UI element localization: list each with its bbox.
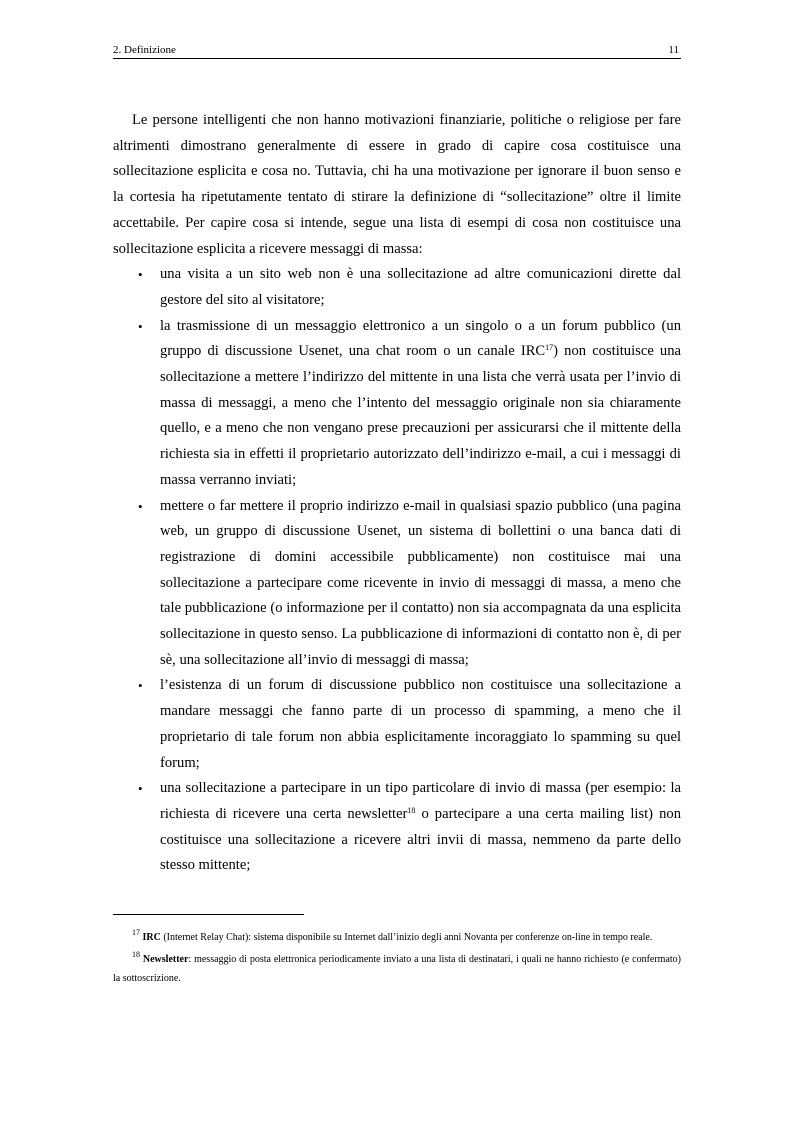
list-item bbox=[113, 776, 681, 879]
footnote-separator bbox=[113, 914, 304, 915]
bullet-icon: • bbox=[138, 498, 143, 514]
footnote-ref-17: 17 bbox=[545, 343, 554, 353]
examples-list bbox=[113, 262, 681, 879]
footnote-term: Newsletter bbox=[142, 954, 189, 965]
page-number: 11 bbox=[668, 44, 679, 56]
bullet-icon: • bbox=[138, 678, 143, 694]
list-item-text: una sollecitazione a partecipare in un tipo particolare di invio di massa (per esempio: la richiesta di ricevere una certa newsletter bbox=[160, 780, 681, 822]
list-item-text: una visita a un sito web non è una sollecitazione ad altre comunicazioni dirette dal gestore del sito al visitatore; bbox=[160, 266, 681, 308]
list-item bbox=[113, 262, 681, 313]
footnote-ref-18: 18 bbox=[407, 805, 416, 815]
bullet-icon: • bbox=[138, 267, 143, 283]
footnote-number: 18 bbox=[132, 950, 140, 959]
footnote-number: 17 bbox=[132, 928, 140, 937]
footnote-text: (Internet Relay Chat): sistema disponibile su Internet dall’inizio degli anni Novanta per conferenze on-line in tempo reale. bbox=[160, 932, 653, 943]
footnote-18 bbox=[113, 950, 681, 988]
list-item bbox=[113, 673, 681, 776]
footnote-text: : messaggio di posta elettronica periodicamente inviato a una lista di destinatari, i quali ne hanno richiesto (e confermato) la sottoscrizione. bbox=[113, 954, 681, 984]
list-item bbox=[113, 494, 681, 674]
bullet-icon: • bbox=[138, 318, 143, 334]
chapter-title: 2. Definizione bbox=[113, 44, 176, 56]
bullet-icon: • bbox=[138, 781, 143, 797]
list-item-text: la trasmissione di un messaggio elettronico a un singolo o a un forum pubblico (un gruppo di discussione Usenet, una chat room o un canale IRC bbox=[160, 317, 681, 360]
footnotes bbox=[113, 928, 681, 991]
running-header bbox=[113, 42, 681, 59]
intro-paragraph: Le persone intelligenti che non hanno motivazioni finanziarie, politiche o religiose per fare altrimenti dimostrano generalmente di essere in grado di capire cosa costituisce una sollecitazione esplicita e cosa no. Tuttavia, chi ha una motivazione per ignorare il buon senso e la cortesia ha ripetutamente tentato di stirare la definizione di “sollecitazione” oltre il limite accettabile. Per capire cosa si intende, segue una lista di esempi di cosa non costituisce una sollecitazione esplicita a ricevere messaggi di massa: bbox=[113, 112, 681, 257]
list-item-text-cont: ) non costituisce una sollecitazione a mettere l’indirizzo del mittente in una lista che verrà usata per l’invio di massa di messaggi, a meno che l’intento del messaggio originale non sia chiaramente quello, e a meno che non vengano prese precauzioni per assicurarsi che il mittente della richiesta sia in effetti il proprietario autorizzato dell’indirizzo e-mail, a cui i messaggi di massa verranno inviati; bbox=[160, 343, 681, 488]
list-item-text: l’esistenza di un forum di discussione pubblico non costituisce una sollecitazione a mandare messaggi che fanno parte di un processo di spamming, a meno che il proprietario di tale forum non abbia esplicitamente incoraggiato lo spamming su quel forum; bbox=[160, 677, 681, 771]
list-item-text-cont: o partecipare a una certa mailing list) non costituisce una sollecitazione a ricevere altri invii di massa, nemmeno da parte dello stesso mittente; bbox=[160, 805, 681, 874]
main-text bbox=[113, 108, 681, 879]
list-item bbox=[113, 314, 681, 494]
footnote-term: IRC bbox=[142, 932, 161, 943]
footnote-17 bbox=[113, 928, 681, 947]
list-item-text: mettere o far mettere il proprio indirizzo e-mail in qualsiasi spazio pubblico (una pagina web, un gruppo di discussione Usenet, un sistema di bollettini o una banca dati di registrazione di domini accessibile pubblicamente) non costituisce mai una sollecitazione a partecipare come ricevente in invio di messaggi di massa, a meno che tale pubblicazione (o informazione per il contatto) non sia accompagnata da una esplicita sollecitazione in questo senso. La pubblicazione di informazioni di contatto non è, di per sè, una sollecitazione all’invio di messaggi di massa; bbox=[160, 497, 681, 668]
